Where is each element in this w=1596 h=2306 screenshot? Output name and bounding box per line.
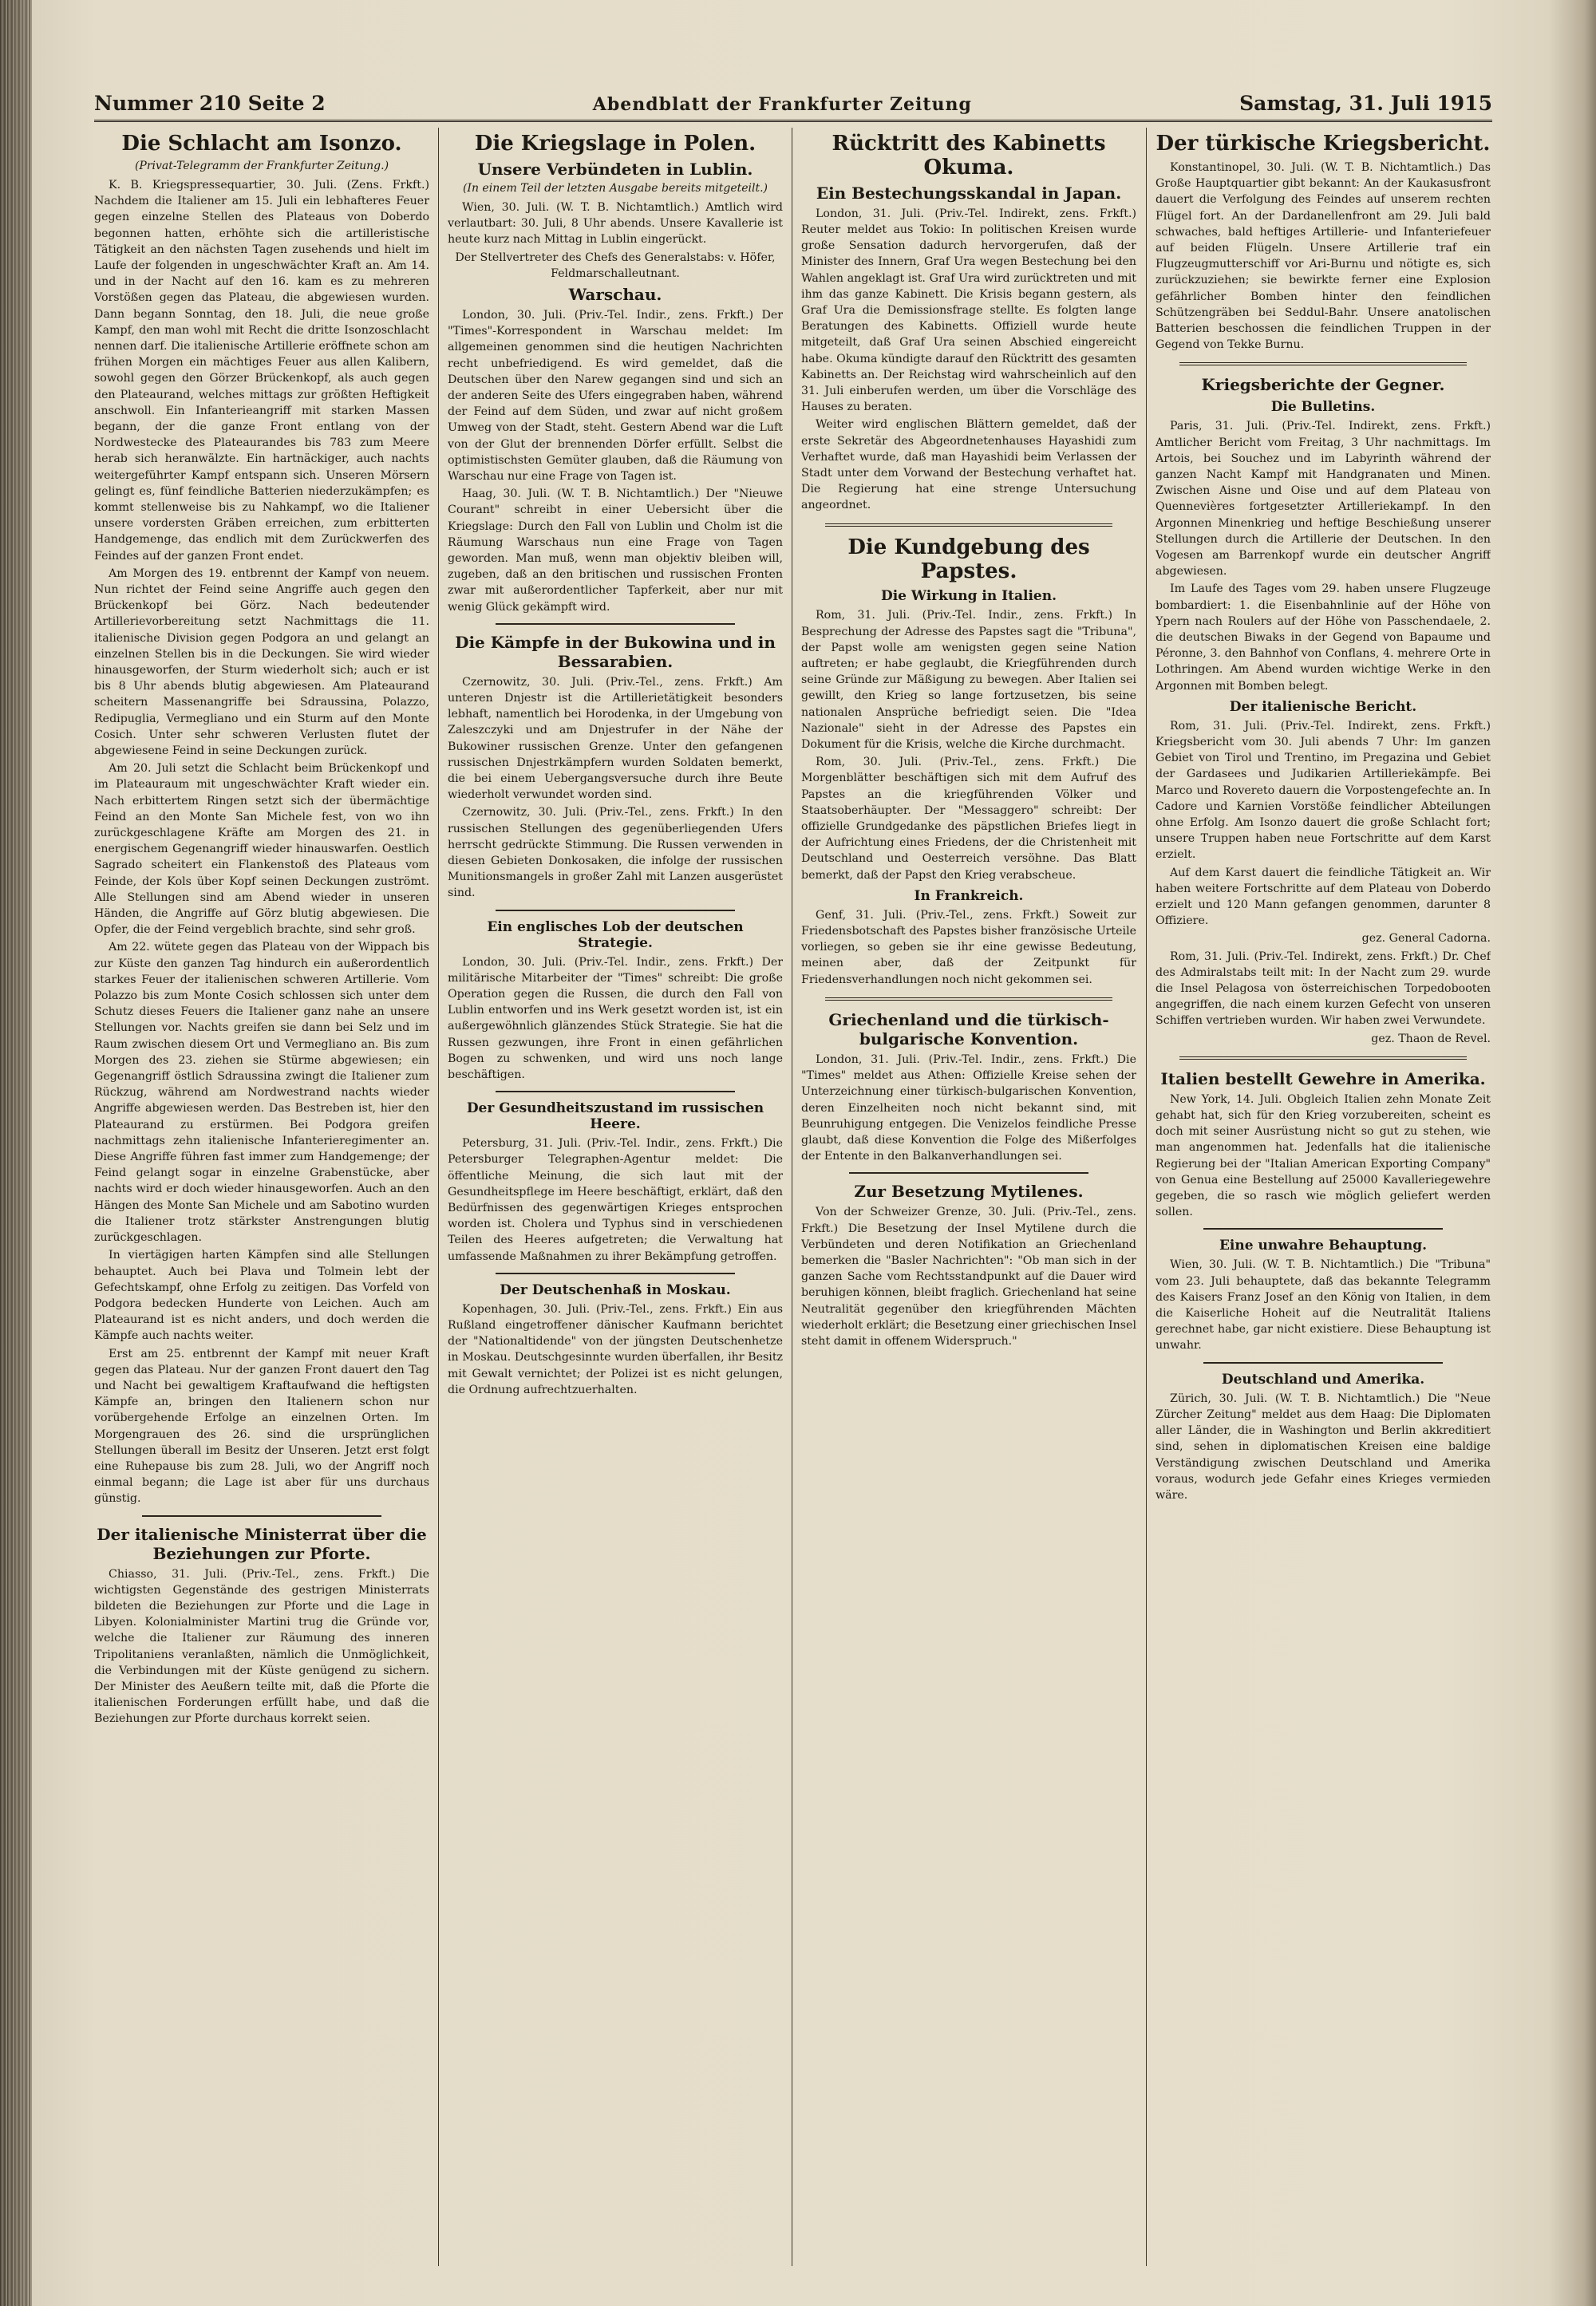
article-paragraph: Wien, 30. Juli. (W. T. B. Nichtamtlich.) Amtlich wird verlautbart: 30. Juli, 8 Uhr abends. Unsere Kavallerie ist heute kurz nach Mittag in Lublin eingerückt.	[448, 200, 783, 247]
article-headline: Die Kämpfe in der Bukowina und in Bessarabien.	[455, 632, 776, 671]
article-headline: Kriegsberichte der Gegner.	[1201, 375, 1445, 395]
column-rule	[1146, 128, 1147, 2266]
article-paragraph: Erst am 25. entbrennt der Kampf mit neuer Kraft gegen das Plateau. Nur der ganzen Front dauert den Tag und Nacht bei gewaltigem Kraftaufwand die heftigsten Kämpfe an, bringen den Italienern schon nur vorübergehende Erfolge an einzelnen Orten. Im Morgengrauen des 26. sind die ursprünglichen Stellungen überall im Besitz der Unseren. Jetzt erst folgt eine Ruhepause bis zum 28. Juli, wo der Angriff noch einmal begann; die Lage ist aber für uns durchaus günstig.	[94, 1347, 429, 1506]
article-paragraph: In viertägigen harten Kämpfen sind alle Stellungen behauptet. Auch bei Plava und Tolmein lebt der Gefechtskampf, ohne Erfolg zu zeitigen. Das Vorfeld von Podgora bedecken Hunderte von Leichen. Auch am Plateaurand ist es nicht anders, und doch werden die Kämpfe auch nachts weiter.	[94, 1249, 429, 1343]
article-signature: gez. Thaon de Revel.	[1371, 1032, 1491, 1045]
article-paragraph: Rom, 30. Juli. (Priv.-Tel., zens. Frkft.) Die Morgenblätter beschäftigen sich mit dem Aufruf des Papstes an die kriegführenden Völker und Staatsoberhäupter. Der "Messaggero" schreibt: Der offizielle Grundgedanke des päpstlichen Briefes liegt in der Aufrichtung eines Friedens, der die Christenheit mit Deutschland und Oesterreich versöhne. Das Blatt bemerkt, daß der Papst den Krieg verabscheue.	[801, 756, 1136, 882]
masthead-date: Samstag, 31. Juli 1915	[1239, 92, 1492, 115]
article-subheadline: Unsere Verbündeten in Lublin.	[477, 159, 753, 179]
article-paragraph: Petersburg, 31. Juli. (Priv.-Tel. Indir., zens. Frkft.) Die Petersburger Telegraphen-Agentur meldet: Die öffentliche Meinung, die sich laut mit der Gesundheitspflege im Heere beschäftigt, erklärt, daß den Bedürfnissen des gegenwärtigen Krieges entsprochen worden ist. Cholera und Typhus sind in verschiedenen Teilen des Heeres aufgetreten; die Verwaltung hat umfassende Maßnahmen zu ihrer Bekämpfung getroffen.	[448, 1137, 783, 1263]
article-subheadline: Warschau.	[568, 284, 662, 304]
divider	[496, 1091, 735, 1092]
article-paragraph: Auf dem Karst dauert die feindliche Tätigkeit an. Wir haben weitere Fortschritte auf dem Plateau von Doberdo erzielt und 120 Mann gefangen genommen, darunter 8 Offiziere.	[1156, 866, 1491, 928]
article-paragraph: London, 31. Juli. (Priv.-Tel. Indir., zens. Frkft.) Die "Times" meldet aus Athen: Offizielle Kreise sehen der Unterzeichnung einer türkisch-bulgarischen Konvention, deren Einzelheiten noch nicht bekannt sind, mit Beunruhigung entgegen. Die Venizelos feindliche Presse glaubt, daß diese Konvention die Folge des Mißerfolges der Entente in den Balkanverhandlungen sei.	[801, 1052, 1136, 1163]
column-rule	[438, 128, 439, 2266]
article-headline: Die Kriegslage in Polen.	[474, 132, 757, 156]
article-paragraph: Paris, 31. Juli. (Priv.-Tel. Indirekt, zens. Frkft.) Amtlicher Bericht vom Freitag, 3 Uhr nachmittags. Im Artois, bei Souchez und im Labyrinth während der ganzen Nacht Kampf mit Handgranaten und Minen. Zwischen Aisne und Oise und auf dem Plateau von Quennevières fortgesetzter Artilleriekampf. In den Argonnen Minenkrieg und heftige Beschießung unserer Stellungen durch die Artillerie der Deutschen. In den Vogesen am Barrenkopf wurde ein deutscher Angriff abgewiesen.	[1156, 420, 1491, 578]
article-headline: Die Kundgebung des Papstes.	[847, 535, 1090, 583]
column-4	[1156, 128, 1491, 2266]
masthead	[94, 80, 1492, 122]
article-paragraph: Am 22. wütete gegen das Plateau von der Wippach bis zur Küste den ganzen Tag hindurch ein außerordentlich starkes Feuer der italienischen schweren Artillerie. Vom Polazzo bis zum Monte Cosich schlossen sich unter dem Schutz dieses Feuers die Italiener ganz nahe an unsere Stellungen vor. Nachts greifen sie dann bei Selz und im Raum zwischen diesem Ort und Vermegliano an. Bis zum Morgen des 23. ziehen sie Stürme abgewiesen; ein Gegenangriff östlich Sdraussina zwingt die Italiener zum Rückzug, während am Nordwestrand nachts wieder Angriffe abgewiesen werden. Das Bestreben ist, hier den Plateaurand zu erstürmen. Bei Podgora greifen nachmittags zehn italienische Infanterieregimenter an. Diese Angriffe führen fast immer zum Handgemenge; der Feind gelangt sogar in einzelne Grabenstücke, aber nachts wird er doch wieder hinausgeworfen. Auch an den Hängen des Monte San Michele und am Sabotino wurden die Italiener trotz stärkster Anstrengungen blutig zurückgeschlagen.	[94, 941, 429, 1245]
divider	[142, 1515, 381, 1517]
article-paragraph: Rom, 31. Juli. (Priv.-Tel. Indirekt, zens. Frkft.) Kriegsbericht vom 30. Juli abends 7 Uhr: Im ganzen Gebiet von Tirol und Trentino, im Pregazina und Gebiet der Gardasees und Judikarien Artilleriekämpfe. Bei Marco und Rovereto dauern die Vorpostengefechte an. In Cadore und Karnien Vorstöße feindlicher Abteilungen ohne Erfolg. Am Isonzo dauert die große Schlacht fort; unsere Truppen haben neue Fortschritte auf dem Karst erzielt.	[1156, 719, 1491, 862]
article-headline: Der Gesundheitszustand im russischen Heere.	[466, 1100, 764, 1133]
article-paragraph: Im Laufe des Tages vom 29. haben unsere Flugzeuge bombardiert: 1. die Eisenbahnlinie auf der Höhe von Ypern nach Roulers auf der Höhe von Passchendaele, 2. die deutschen Biwaks in der Gegend von Bapaume und Péronne, 3. den Bahnhof von Conflans, 4. mehrere Orte in Lothringen. Am Abend wurden wichtige Werke in den Argonnen mit Bomben belegt.	[1156, 582, 1491, 693]
article-paragraph: Am 20. Juli setzt die Schlacht beim Brückenkopf und im Plateauraum mit ungeschwächter Kraft wieder ein. Nach erbittertem Ringen setzt sich der übermächtige Feind an den Monte San Michele fest, von wo ihn zurückgeschlagene Kräfte am Morgen des 21. in energischem Gegenangriff wieder hinauswarfen. Oestlich Sagrado scheitert ein Flankenstoß des Plateaus vom Feinde, der Kols über Kopf seinen Deckungen zuströmt. Alle Stellungen sind am Abend wieder in unseren Händen, die Angriffe auf Görz blutig abgewiesen. Die Opfer, die der Feind vergeblich brachte, sind sehr groß.	[94, 762, 429, 937]
columns	[94, 128, 1492, 2266]
book-binding	[0, 0, 32, 2306]
article-subheadline: Die Bulletins.	[1270, 399, 1376, 416]
article-paragraph: Czernowitz, 30. Juli. (Priv.-Tel., zens. Frkft.) Am unteren Dnjestr ist die Artillerietätigkeit besonders lebhaft, namentlich bei Horodenka, in der Umgebung von Zaleszczyki und am Dnjestrufer in der Nähe der Bukowiner russischen Grenze. Unter den gefangenen russischen Dnjestrkämpfern wurden Soldaten bemerkt, die bei einem Uebergangsversuche durch ihre Beute wiederholt verwundet worden sind.	[448, 675, 783, 802]
article-signature: Der Stellvertreter des Chefs des Generalstabs: v. Höfer, Feldmarschalleutnant.	[455, 251, 776, 280]
article-headline: Deutschland und Amerika.	[1221, 1371, 1425, 1388]
divider	[496, 1273, 735, 1274]
article-headline: Rücktritt des Kabinetts Okuma.	[832, 132, 1106, 180]
article-paragraph: Rom, 31. Juli. (Priv.-Tel. Indir., zens. Frkft.) In Besprechung der Adresse des Papstes sagt die "Tribuna", der Papst wolle am wenigsten gegen seine Nation auftreten; er habe geglaubt, die Kriegführenden durch seine Gründe zur Mäßigung zu bewegen. Aber Italien sei gewillt, den Krieg so lange fortzusetzen, bis seine nationalen Ansprüche befriedigt seien. Die "Idea Nazionale" sieht in der Adresse des Papstes ein Dokument für die Krisis, welche die Kirche durchmacht.	[801, 609, 1136, 752]
article-headline: Ein englisches Lob der deutschen Strategie.	[487, 918, 744, 951]
masthead-title: Abendblatt der Frankfurter Zeitung	[592, 94, 972, 115]
article-paragraph: Am Morgen des 19. entbrennt der Kampf von neuem. Nun richtet der Feind seine Angriffe auch gegen den Brückenkopf bei Görz. Nach bedeutender Artillerievorbereitung setzt Nachmittags die 11. italienische Division gegen Podgora an und gelangt an einzelnen Stellen bis in die Deckungen. Sie wird wieder hinausgeworfen, der Sturm wiederholt sich; auch er ist bis 8 Uhr abends blutig abgewiesen. Am Plateaurand scheitern Massenangriffe bei Sdraussina, Polazzo, Redipuglia, Vermegliano und ein Sturm auf den Monte Cosich. Unter sehr schweren Verlusten flutet der abgewiesene Feind in seine Deckungen zurück.	[94, 567, 429, 757]
divider	[1203, 1362, 1443, 1364]
article-paragraph: K. B. Kriegspressequartier, 30. Juli. (Zens. Frkft.) Nachdem die Italiener am 15. Juli ein lebhafteres Feuer gegen einzelne Stellen des Plateaus von Doberdo begonnen hatten, erhöhte sich die artilleristische Tätigkeit an den nächsten Tagen zusehends und hielt im Laufe der folgenden in ungeschwächter Kraft an. Am 14. und in der Nacht auf den 16. kam es zu mehreren Vorstößen gegen das Plateau, die abgewiesen wurden. Dann begann Sonntag, den 18. Juli, die neue große Kampf, den man wohl mit Recht die dritte Isonzoschlacht nennen darf. Die italienische Artillerie eröffnete schon am frühen Morgen ein mächtiges Feuer aus allen Kalibern, sowohl gegen den Görzer Brückenkopf, als auch gegen den Plateaurand, welches mittags zur größten Heftigkeit anschwoll. Ein Infanterieangriff mit starken Massen begann, der die ganze Front entlang von der Nordwestecke des Plateaurandes bis 783 zum Meere herab sich heranwälzte. Ein hartnäckiger, auch nachts weitergeführter Kampf entspann sich. Unseren Mörsern gelingt es, fünf feindliche Batterien niederzukämpfen; es kommt stellenweise bis zu Nahkampf, wo die Italiener unsere vordersten Gräben erreichen, zum erbitterten Handgemenge, das endlich mit dem Zurückwerfen des Feindes auf der ganzen Front endet.	[94, 178, 429, 563]
article-signature: gez. General Cadorna.	[1361, 932, 1491, 946]
masthead-issue: Nummer 210 Seite 2	[94, 92, 326, 115]
column-3	[801, 128, 1136, 2266]
article-paragraph: Haag, 30. Juli. (W. T. B. Nichtamtlich.) Der "Nieuwe Courant" schreibt in einer Uebersicht über die Kriegslage: Durch den Fall von Lublin und Cholm ist die Räumung Warschaus nun eine Frage von Tagen geworden. Man muß, wenn man objektiv bleiben will, zugeben, daß an den britischen und russischen Fronten zwar mit außerordentlicher Tapferkeit, aber nur mit wenig Glück gekämpft wird.	[448, 488, 783, 614]
article-paragraph: Czernowitz, 30. Juli. (Priv.-Tel., zens. Frkft.) In den russischen Stellungen des gegenüberliegenden Ufers herrscht gedrückte Stimmung. Die Russen verwenden in diesen Gebieten Donkosaken, die infolge der russischen Munitionsmangels in großer Zahl mit Lanzen ausgerüstet sind.	[448, 806, 783, 900]
article-subline: (Privat-Telegramm der Frankfurter Zeitung.)	[134, 159, 389, 172]
article-paragraph: Kopenhagen, 30. Juli. (Priv.-Tel., zens. Frkft.) Ein aus Rußland eingetroffener dänischer Kaufmann berichtet der "Nationaltidende" von der jüngsten Deutschenhetze in Moskau. Deutschgesinnte wurden überfallen, ihr Besitz mit Gewalt vernichtet; der Polizei ist es nicht gelungen, die Ordnung aufrechtzuerhalten.	[448, 1302, 783, 1396]
article-paragraph: Zürich, 30. Juli. (W. T. B. Nichtamtlich.) Die "Neue Zürcher Zeitung" meldet aus dem Haag: Die Diplomaten aller Länder, die in Washington und Berlin akkreditiert sind, sehen in diplomatischen Kreisen eine baldige Verständigung zwischen Deutschland und Amerika voraus, wodurch jede Gefahr eines Krieges vermieden wäre.	[1156, 1392, 1491, 1502]
article-paragraph: New York, 14. Juli. Obgleich Italien zehn Monate Zeit gehabt hat, sich für den Krieg vorzubereiten, scheint es doch mit seiner Ausrüstung nicht so gut zu stehen, wie man angenommen hat. Jedenfalls hat die italienische Regierung bei der "Italian American Exporting Company" von Genua eine Bestellung auf 25000 Kavalleriegewehre gegeben, die so rasch wie möglich geliefert werden sollen.	[1156, 1092, 1491, 1219]
article-headline: Italien bestellt Gewehre in Amerika.	[1160, 1068, 1486, 1088]
article-headline: Der italienische Ministerrat über die Beziehungen zur Pforte.	[97, 1524, 427, 1563]
article-headline: Der Deutschenhaß in Moskau.	[500, 1281, 731, 1298]
divider	[496, 623, 735, 625]
column-2	[448, 128, 783, 2266]
article-subheadline: Ein Bestechungsskandal in Japan.	[816, 183, 1122, 203]
article-paragraph: London, 31. Juli. (Priv.-Tel. Indirekt, zens. Frkft.) Reuter meldet aus Tokio: In politischen Kreisen wurde große Sensation dadurch hervorgerufen, daß der Minister des Innern, Graf Ura wegen Bestechung bei den Wahlen angeklagt ist. Graf Ura wird zurücktreten und mit ihm das ganze Kabinett. Die Krisis begann gestern, als Graf Ura die Demissionsfrage stellte. Es folgten lange Beratungen des Kabinetts. Offiziell wurde heute mitgeteilt, daß Graf Ura seinen Abschied eingereicht habe. Okuma kündigte darauf den Rücktritt des gesamten Kabinetts an. Der Reichstag wird wahrscheinlich auf den 31. Juli einberufen werden, um über die Vorschläge des Hauses zu beraten.	[801, 207, 1136, 414]
article-headline: Griechenland und die türkisch-bulgarische Konvention.	[828, 1009, 1109, 1048]
divider	[496, 910, 735, 911]
article-headline: Eine unwahre Behauptung.	[1219, 1238, 1428, 1254]
article-paragraph: Wien, 30. Juli. (W. T. B. Nichtamtlich.) Die "Tribuna" vom 23. Juli behauptete, daß das bekannte Telegramm des Kaisers Franz Josef an den König von Italien, in dem die Kaiserliche Hoheit auf die Neutralität Italiens gerechnet habe, gar nicht existiere. Diese Behauptung ist unwahr.	[1156, 1258, 1491, 1352]
divider	[825, 997, 1112, 1001]
article-headline: Der türkische Kriegsbericht.	[1156, 132, 1491, 156]
divider	[1179, 1056, 1467, 1060]
column-1	[94, 128, 429, 2266]
article-paragraph: Rom, 31. Juli. (Priv.-Tel. Indirekt, zens. Frkft.) Dr. Chef des Admiralstabs teilt mit: In der Nacht zum 29. wurde die Insel Pelagosa von österreichischen Torpedobooten angegriffen, die nach einem kurzen Gefecht von unseren Schiffen vertrieben wurden. Wir haben zwei Verwundete.	[1156, 950, 1491, 1028]
article-paragraph: Von der Schweizer Grenze, 30. Juli. (Priv.-Tel., zens. Frkft.) Die Besetzung der Insel Mytilene durch die Verbündeten und deren Notifikation an Griechenland bemerken die "Basler Nachrichten": "Ob man sich in der ganzen Sache vom Rechtsstandpunkt auf die Dauer wird beruhigen können, bleibt fraglich. Griechenland hat seine Neutralität gegenüber den kriegführenden Mächten wiederholt erklärt; die Besetzung einer griechischen Insel steht damit in offenem Widerspruch."	[801, 1206, 1136, 1348]
article-subheadline: In Frankreich.	[914, 887, 1024, 904]
article-paragraph: Weiter wird englischen Blättern gemeldet, daß der erste Sekretär des Abgeordnetenhauses Hayashidi zum Verhaftet wurde, daß man Hayashidi beim Verlassen der Stadt unter dem Vorwand der Bestechung verhaftet hat. Die Regierung hat eine strenge Untersuchung angeordnet.	[801, 418, 1136, 512]
divider	[1179, 362, 1467, 365]
article-paragraph: London, 30. Juli. (Priv.-Tel. Indir., zens. Frkft.) Der "Times"-Korrespondent in Warschau meldet: Im allgemeinen genommen sind die heutigen Nachrichten recht unbefriedigend. Es wird gemeldet, daß die Deutschen über den Narew gegangen sind und sich an der anderen Seite des Ufers eingegraben haben, während der Feind auf dem Süden, und zwar auf nicht großem Umweg von der Stadt, steht. Gestern Abend war die Luft von der Glut der brennenden Dörfer erfüllt. Selbst die optimistischsten Gemüter glauben, daß die Räumung von Warschau nur eine Frage von Tagen ist.	[448, 308, 783, 483]
divider	[849, 1172, 1088, 1174]
article-paragraph: Konstantinopel, 30. Juli. (W. T. B. Nichtamtlich.) Das Große Hauptquartier gibt bekannt: An der Kaukasusfront dauert die Verfolgung des Feindes auf unserem rechten Flügel fort. An der Dardanellenfront am 29. Juli bald schwaches, bald heftiges Artillerie- und Infanteriefeuer auf beiden Flügeln. Unsere Artillerie traf ein Flugzeugmutterschiff vor Ari-Burnu und nötigte es, sich zurückzuziehen; sie bewirkte ferner eine Explosion gefährlicher Bomben hinter den feindlichen Schützengräben bei Seddul-Bahr. Unsere anatolischen Batterien beschossen die feindlichen Truppen in der Gegend von Tekke Burnu.	[1156, 160, 1491, 352]
article-note: (In einem Teil der letzten Ausgabe bereits mitgeteilt.)	[462, 181, 768, 195]
article-headline: Zur Besetzung Mytilenes.	[854, 1182, 1084, 1202]
article-paragraph: Genf, 31. Juli. (Priv.-Tel., zens. Frkft.) Soweit zur Friedensbotschaft des Papstes bisher französische Urteile vorliegen, so geben sie ihr eine gewisse Bedeutung, meinen aber, daß der Zeitpunkt für Friedensverhandlungen noch nicht gekommen sei.	[801, 908, 1136, 986]
article-paragraph: London, 30. Juli. (Priv.-Tel. Indir., zens. Frkft.) Der militärische Mitarbeiter der "Times" schreibt: Die große Operation gegen die Russen, die durch den Fall von Lublin entworfen und ins Werk gesetzt worden ist, ist ein außergewöhnlich glänzendes Stück Strategie. Sie hat die Russen gezwungen, ihre Front in einen gefährlichen Bogen zu schwenken, und wird uns noch lange beschäftigen.	[448, 955, 783, 1082]
article-subheadline: Der italienische Bericht.	[1229, 698, 1417, 715]
article-subheadline: Die Wirkung in Italien.	[880, 588, 1057, 605]
divider	[825, 523, 1112, 527]
article-headline: Die Schlacht am Isonzo.	[121, 132, 402, 156]
article-paragraph: Chiasso, 31. Juli. (Priv.-Tel., zens. Frkft.) Die wichtigsten Gegenstände des gestrigen Ministerrats bildeten die Beziehungen zur Pforte und die Lage in Libyen. Kolonialminister Martini trug die Gründe vor, welche die Italiener zur Räumung des inneren Tripolitaniens veranlaßten, nämlich die Unmöglichkeit, die Verbindungen mit der Küste genügend zu sichern. Der Minister des Aeußern teilte mit, daß die Pforte die italienischen Forderungen erfüllt habe, und daß die Beziehungen zur Pforte durchaus korrekt seien.	[94, 1567, 429, 1726]
divider	[1203, 1228, 1443, 1230]
